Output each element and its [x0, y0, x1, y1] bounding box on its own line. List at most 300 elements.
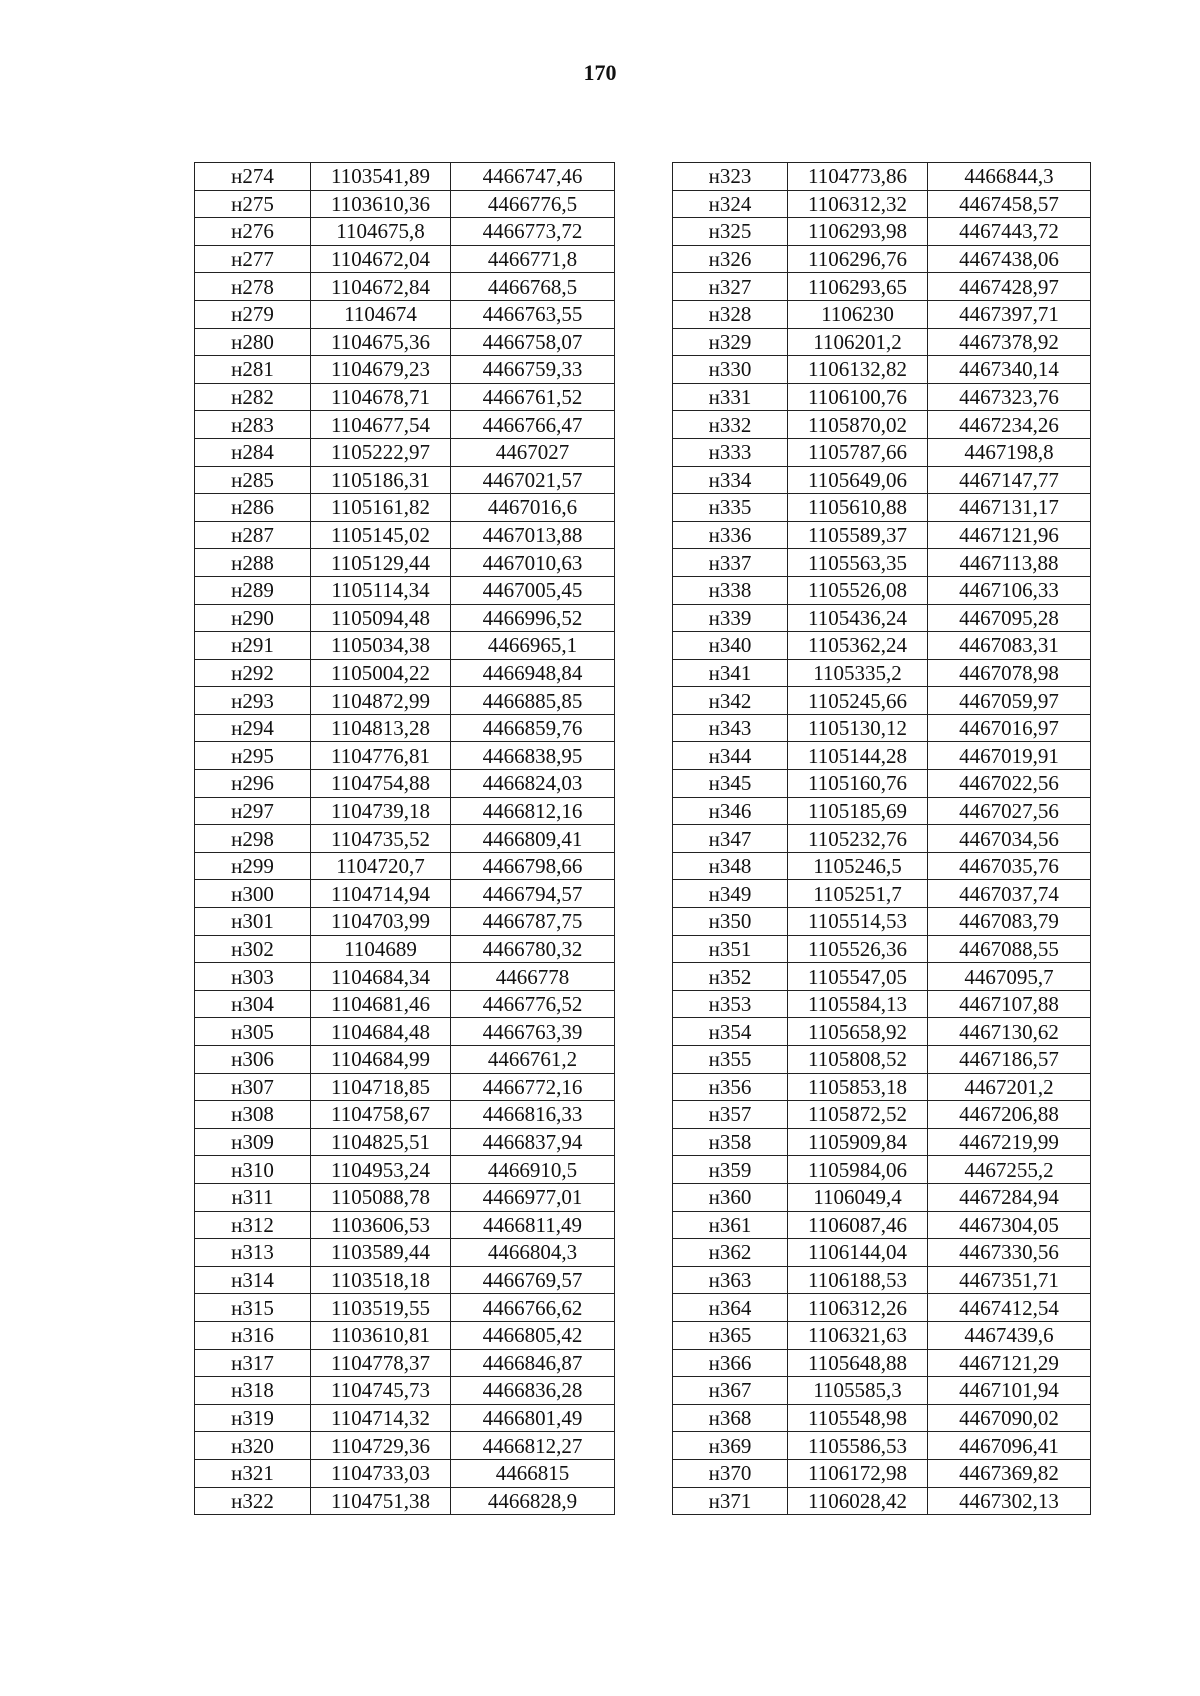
x-coordinate-cell: 1105853,18 [788, 1073, 928, 1101]
table-row [195, 300, 615, 328]
x-coordinate-cell: 1105004,22 [311, 659, 451, 687]
point-id-cell: н277 [195, 245, 311, 273]
point-id-cell: н351 [673, 935, 788, 963]
y-coordinate-cell: 4466794,57 [451, 880, 615, 908]
y-coordinate-cell: 4467369,82 [928, 1459, 1091, 1487]
x-coordinate-cell: 1105088,78 [311, 1183, 451, 1211]
x-coordinate-cell: 1106028,42 [788, 1487, 928, 1515]
point-id-cell: н349 [673, 880, 788, 908]
y-coordinate-cell: 4467106,33 [928, 576, 1091, 604]
y-coordinate-cell: 4466977,01 [451, 1183, 615, 1211]
y-coordinate-cell: 4466910,5 [451, 1156, 615, 1184]
table-row [195, 963, 615, 991]
table-row [673, 494, 1091, 522]
table-row [673, 328, 1091, 356]
point-id-cell: н336 [673, 521, 788, 549]
table-row [673, 438, 1091, 466]
y-coordinate-cell: 4466761,2 [451, 1046, 615, 1074]
table-row [195, 1046, 615, 1074]
table-row [195, 190, 615, 218]
point-id-cell: н362 [673, 1239, 788, 1267]
x-coordinate-cell: 1104776,81 [311, 742, 451, 770]
table-row [195, 714, 615, 742]
point-id-cell: н281 [195, 356, 311, 384]
x-coordinate-cell: 1104684,99 [311, 1046, 451, 1074]
point-id-cell: н364 [673, 1294, 788, 1322]
point-id-cell: н307 [195, 1073, 311, 1101]
table-row [673, 1018, 1091, 1046]
y-coordinate-cell: 4466771,8 [451, 245, 615, 273]
table-row [673, 1073, 1091, 1101]
x-coordinate-cell: 1104714,94 [311, 880, 451, 908]
point-id-cell: н355 [673, 1046, 788, 1074]
y-coordinate-cell: 4467037,74 [928, 880, 1091, 908]
y-coordinate-cell: 4466844,3 [928, 163, 1091, 191]
table-row [673, 1321, 1091, 1349]
table-row [673, 880, 1091, 908]
table-row [195, 1239, 615, 1267]
table-body-right [673, 163, 1091, 1515]
x-coordinate-cell: 1104745,73 [311, 1377, 451, 1405]
point-id-cell: н285 [195, 466, 311, 494]
table-row [195, 604, 615, 632]
x-coordinate-cell: 1106100,76 [788, 383, 928, 411]
table-row [673, 632, 1091, 660]
point-id-cell: н332 [673, 411, 788, 439]
y-coordinate-cell: 4466812,16 [451, 797, 615, 825]
x-coordinate-cell: 1106087,46 [788, 1211, 928, 1239]
table-row [195, 852, 615, 880]
x-coordinate-cell: 1105585,3 [788, 1377, 928, 1405]
point-id-cell: н304 [195, 990, 311, 1018]
point-id-cell: н350 [673, 908, 788, 936]
y-coordinate-cell: 4466824,03 [451, 770, 615, 798]
y-coordinate-cell: 4466965,1 [451, 632, 615, 660]
table-row [195, 218, 615, 246]
table-row [673, 714, 1091, 742]
point-id-cell: н325 [673, 218, 788, 246]
point-id-cell: н359 [673, 1156, 788, 1184]
point-id-cell: н274 [195, 163, 311, 191]
point-id-cell: н305 [195, 1018, 311, 1046]
x-coordinate-cell: 1105610,88 [788, 494, 928, 522]
y-coordinate-cell: 4467284,94 [928, 1183, 1091, 1211]
table-row [195, 1183, 615, 1211]
table-row [673, 218, 1091, 246]
point-id-cell: н319 [195, 1404, 311, 1432]
table-row [673, 852, 1091, 880]
table-row [195, 1404, 615, 1432]
point-id-cell: н288 [195, 549, 311, 577]
y-coordinate-cell: 4467022,56 [928, 770, 1091, 798]
y-coordinate-cell: 4466801,49 [451, 1404, 615, 1432]
y-coordinate-cell: 4467351,71 [928, 1266, 1091, 1294]
point-id-cell: н343 [673, 714, 788, 742]
point-id-cell: н360 [673, 1183, 788, 1211]
point-id-cell: н292 [195, 659, 311, 687]
table-row [673, 300, 1091, 328]
point-id-cell: н276 [195, 218, 311, 246]
point-id-cell: н341 [673, 659, 788, 687]
point-id-cell: н301 [195, 908, 311, 936]
y-coordinate-cell: 4467113,88 [928, 549, 1091, 577]
y-coordinate-cell: 4467378,92 [928, 328, 1091, 356]
point-id-cell: н345 [673, 770, 788, 798]
y-coordinate-cell: 4467095,7 [928, 963, 1091, 991]
point-id-cell: н298 [195, 825, 311, 853]
point-id-cell: н335 [673, 494, 788, 522]
table-row [673, 1404, 1091, 1432]
x-coordinate-cell: 1106312,32 [788, 190, 928, 218]
point-id-cell: н365 [673, 1321, 788, 1349]
table-row [673, 770, 1091, 798]
table-row [673, 549, 1091, 577]
coordinates-table-left [194, 162, 615, 1515]
point-id-cell: н346 [673, 797, 788, 825]
x-coordinate-cell: 1106188,53 [788, 1266, 928, 1294]
table-row [673, 383, 1091, 411]
table-row [673, 990, 1091, 1018]
x-coordinate-cell: 1105129,44 [311, 549, 451, 577]
y-coordinate-cell: 4467147,77 [928, 466, 1091, 494]
y-coordinate-cell: 4466759,33 [451, 356, 615, 384]
y-coordinate-cell: 4467096,41 [928, 1432, 1091, 1460]
x-coordinate-cell: 1105586,53 [788, 1432, 928, 1460]
table-row [673, 576, 1091, 604]
table-row [673, 356, 1091, 384]
x-coordinate-cell: 1104703,99 [311, 908, 451, 936]
table-row [195, 576, 615, 604]
point-id-cell: н353 [673, 990, 788, 1018]
point-id-cell: н287 [195, 521, 311, 549]
x-coordinate-cell: 1104684,34 [311, 963, 451, 991]
table-row [673, 908, 1091, 936]
x-coordinate-cell: 1105130,12 [788, 714, 928, 742]
y-coordinate-cell: 4467443,72 [928, 218, 1091, 246]
point-id-cell: н358 [673, 1128, 788, 1156]
y-coordinate-cell: 4467101,94 [928, 1377, 1091, 1405]
table-row [673, 825, 1091, 853]
point-id-cell: н297 [195, 797, 311, 825]
x-coordinate-cell: 1104739,18 [311, 797, 451, 825]
point-id-cell: н302 [195, 935, 311, 963]
y-coordinate-cell: 4466769,57 [451, 1266, 615, 1294]
x-coordinate-cell: 1106296,76 [788, 245, 928, 273]
table-row [195, 438, 615, 466]
y-coordinate-cell: 4466805,42 [451, 1321, 615, 1349]
point-id-cell: н289 [195, 576, 311, 604]
point-id-cell: н278 [195, 273, 311, 301]
x-coordinate-cell: 1104718,85 [311, 1073, 451, 1101]
point-id-cell: н284 [195, 438, 311, 466]
y-coordinate-cell: 4467027,56 [928, 797, 1091, 825]
y-coordinate-cell: 4467198,8 [928, 438, 1091, 466]
point-id-cell: н342 [673, 687, 788, 715]
y-coordinate-cell: 4466780,32 [451, 935, 615, 963]
point-id-cell: н352 [673, 963, 788, 991]
table-row [195, 466, 615, 494]
point-id-cell: н310 [195, 1156, 311, 1184]
point-id-cell: н294 [195, 714, 311, 742]
x-coordinate-cell: 1105648,88 [788, 1349, 928, 1377]
x-coordinate-cell: 1105526,08 [788, 576, 928, 604]
point-id-cell: н340 [673, 632, 788, 660]
table-row [195, 1432, 615, 1460]
y-coordinate-cell: 4466773,72 [451, 218, 615, 246]
x-coordinate-cell: 1106312,26 [788, 1294, 928, 1322]
point-id-cell: н370 [673, 1459, 788, 1487]
x-coordinate-cell: 1105160,76 [788, 770, 928, 798]
point-id-cell: н363 [673, 1266, 788, 1294]
x-coordinate-cell: 1103606,53 [311, 1211, 451, 1239]
point-id-cell: н357 [673, 1101, 788, 1129]
x-coordinate-cell: 1106201,2 [788, 328, 928, 356]
table-row [195, 1156, 615, 1184]
x-coordinate-cell: 1104675,8 [311, 218, 451, 246]
y-coordinate-cell: 4467035,76 [928, 852, 1091, 880]
table-row [673, 1459, 1091, 1487]
point-id-cell: н329 [673, 328, 788, 356]
table-row [195, 1128, 615, 1156]
table-row [195, 687, 615, 715]
point-id-cell: н339 [673, 604, 788, 632]
x-coordinate-cell: 1105245,66 [788, 687, 928, 715]
point-id-cell: н323 [673, 163, 788, 191]
table-row [673, 1101, 1091, 1129]
y-coordinate-cell: 4466804,3 [451, 1239, 615, 1267]
y-coordinate-cell: 4466787,75 [451, 908, 615, 936]
table-row [195, 356, 615, 384]
y-coordinate-cell: 4467255,2 [928, 1156, 1091, 1184]
table-row [195, 1211, 615, 1239]
x-coordinate-cell: 1105872,52 [788, 1101, 928, 1129]
x-coordinate-cell: 1105563,35 [788, 549, 928, 577]
point-id-cell: н354 [673, 1018, 788, 1046]
y-coordinate-cell: 4466776,5 [451, 190, 615, 218]
table-row [195, 273, 615, 301]
y-coordinate-cell: 4466812,27 [451, 1432, 615, 1460]
table-row [195, 1349, 615, 1377]
point-id-cell: н367 [673, 1377, 788, 1405]
x-coordinate-cell: 1105161,82 [311, 494, 451, 522]
point-id-cell: н322 [195, 1487, 311, 1515]
y-coordinate-cell: 4466761,52 [451, 383, 615, 411]
table-row [195, 1459, 615, 1487]
table-row [673, 190, 1091, 218]
table-row [673, 797, 1091, 825]
point-id-cell: н295 [195, 742, 311, 770]
point-id-cell: н306 [195, 1046, 311, 1074]
x-coordinate-cell: 1106293,98 [788, 218, 928, 246]
table-row [195, 935, 615, 963]
point-id-cell: н317 [195, 1349, 311, 1377]
point-id-cell: н327 [673, 273, 788, 301]
point-id-cell: н279 [195, 300, 311, 328]
y-coordinate-cell: 4466836,28 [451, 1377, 615, 1405]
point-id-cell: н320 [195, 1432, 311, 1460]
table-row [195, 1321, 615, 1349]
y-coordinate-cell: 4466763,39 [451, 1018, 615, 1046]
table-row [195, 1487, 615, 1515]
x-coordinate-cell: 1106049,4 [788, 1183, 928, 1211]
y-coordinate-cell: 4467083,79 [928, 908, 1091, 936]
x-coordinate-cell: 1105808,52 [788, 1046, 928, 1074]
x-coordinate-cell: 1104729,36 [311, 1432, 451, 1460]
point-id-cell: н290 [195, 604, 311, 632]
point-id-cell: н333 [673, 438, 788, 466]
x-coordinate-cell: 1105584,13 [788, 990, 928, 1018]
table-row [673, 163, 1091, 191]
point-id-cell: н286 [195, 494, 311, 522]
point-id-cell: н361 [673, 1211, 788, 1239]
table-row [673, 245, 1091, 273]
table-row [673, 1294, 1091, 1322]
x-coordinate-cell: 1104773,86 [788, 163, 928, 191]
y-coordinate-cell: 4467107,88 [928, 990, 1091, 1018]
x-coordinate-cell: 1104754,88 [311, 770, 451, 798]
point-id-cell: н348 [673, 852, 788, 880]
table-row [195, 659, 615, 687]
table-row [195, 990, 615, 1018]
x-coordinate-cell: 1105436,24 [788, 604, 928, 632]
y-coordinate-cell: 4467304,05 [928, 1211, 1091, 1239]
x-coordinate-cell: 1104672,04 [311, 245, 451, 273]
y-coordinate-cell: 4467201,2 [928, 1073, 1091, 1101]
x-coordinate-cell: 1104677,54 [311, 411, 451, 439]
point-id-cell: н314 [195, 1266, 311, 1294]
table-row [195, 521, 615, 549]
x-coordinate-cell: 1104675,36 [311, 328, 451, 356]
y-coordinate-cell: 4466809,41 [451, 825, 615, 853]
table-row [195, 770, 615, 798]
y-coordinate-cell: 4467412,54 [928, 1294, 1091, 1322]
y-coordinate-cell: 4467095,28 [928, 604, 1091, 632]
x-coordinate-cell: 1105232,76 [788, 825, 928, 853]
x-coordinate-cell: 1103519,55 [311, 1294, 451, 1322]
point-id-cell: н316 [195, 1321, 311, 1349]
point-id-cell: н312 [195, 1211, 311, 1239]
x-coordinate-cell: 1106321,63 [788, 1321, 928, 1349]
y-coordinate-cell: 4467034,56 [928, 825, 1091, 853]
table-row [673, 742, 1091, 770]
table-row [673, 1046, 1091, 1074]
x-coordinate-cell: 1105251,7 [788, 880, 928, 908]
table-row [673, 604, 1091, 632]
y-coordinate-cell: 4467005,45 [451, 576, 615, 604]
point-id-cell: н280 [195, 328, 311, 356]
table-row [673, 963, 1091, 991]
y-coordinate-cell: 4467206,88 [928, 1101, 1091, 1129]
y-coordinate-cell: 4467016,97 [928, 714, 1091, 742]
x-coordinate-cell: 1104672,84 [311, 273, 451, 301]
point-id-cell: н344 [673, 742, 788, 770]
point-id-cell: н356 [673, 1073, 788, 1101]
y-coordinate-cell: 4466816,33 [451, 1101, 615, 1129]
table-row [673, 687, 1091, 715]
x-coordinate-cell: 1103541,89 [311, 163, 451, 191]
x-coordinate-cell: 1105514,53 [788, 908, 928, 936]
y-coordinate-cell: 4467439,6 [928, 1321, 1091, 1349]
x-coordinate-cell: 1104813,28 [311, 714, 451, 742]
table-row [195, 411, 615, 439]
point-id-cell: н328 [673, 300, 788, 328]
x-coordinate-cell: 1105114,34 [311, 576, 451, 604]
y-coordinate-cell: 4467088,55 [928, 935, 1091, 963]
x-coordinate-cell: 1105144,28 [788, 742, 928, 770]
point-id-cell: н300 [195, 880, 311, 908]
x-coordinate-cell: 1104679,23 [311, 356, 451, 384]
point-id-cell: н296 [195, 770, 311, 798]
table-row [673, 521, 1091, 549]
y-coordinate-cell: 4467083,31 [928, 632, 1091, 660]
x-coordinate-cell: 1105870,02 [788, 411, 928, 439]
x-coordinate-cell: 1105547,05 [788, 963, 928, 991]
y-coordinate-cell: 4467131,17 [928, 494, 1091, 522]
x-coordinate-cell: 1104733,03 [311, 1459, 451, 1487]
table-row [673, 273, 1091, 301]
y-coordinate-cell: 4467130,62 [928, 1018, 1091, 1046]
table-body-left [195, 163, 615, 1515]
point-id-cell: н275 [195, 190, 311, 218]
x-coordinate-cell: 1104720,7 [311, 852, 451, 880]
table-row [195, 1018, 615, 1046]
y-coordinate-cell: 4467438,06 [928, 245, 1091, 273]
table-row [195, 1101, 615, 1129]
table-row [195, 1073, 615, 1101]
table-row [195, 494, 615, 522]
point-id-cell: н371 [673, 1487, 788, 1515]
y-coordinate-cell: 4467121,96 [928, 521, 1091, 549]
point-id-cell: н282 [195, 383, 311, 411]
x-coordinate-cell: 1104778,37 [311, 1349, 451, 1377]
y-coordinate-cell: 4466763,55 [451, 300, 615, 328]
x-coordinate-cell: 1105034,38 [311, 632, 451, 660]
x-coordinate-cell: 1106132,82 [788, 356, 928, 384]
table-row [195, 383, 615, 411]
y-coordinate-cell: 4466815 [451, 1459, 615, 1487]
y-coordinate-cell: 4466846,87 [451, 1349, 615, 1377]
point-id-cell: н309 [195, 1128, 311, 1156]
y-coordinate-cell: 4467219,99 [928, 1128, 1091, 1156]
x-coordinate-cell: 1105246,5 [788, 852, 928, 880]
x-coordinate-cell: 1104674 [311, 300, 451, 328]
x-coordinate-cell: 1104735,52 [311, 825, 451, 853]
y-coordinate-cell: 4466838,95 [451, 742, 615, 770]
point-id-cell: н308 [195, 1101, 311, 1129]
y-coordinate-cell: 4466766,47 [451, 411, 615, 439]
table-row [673, 1156, 1091, 1184]
table-row [673, 659, 1091, 687]
table-row [195, 825, 615, 853]
table-row [673, 1128, 1091, 1156]
y-coordinate-cell: 4467013,88 [451, 521, 615, 549]
table-row [195, 908, 615, 936]
x-coordinate-cell: 1104678,71 [311, 383, 451, 411]
point-id-cell: н347 [673, 825, 788, 853]
point-id-cell: н303 [195, 963, 311, 991]
y-coordinate-cell: 4467078,98 [928, 659, 1091, 687]
x-coordinate-cell: 1104681,46 [311, 990, 451, 1018]
table-row [195, 797, 615, 825]
y-coordinate-cell: 4466948,84 [451, 659, 615, 687]
x-coordinate-cell: 1106144,04 [788, 1239, 928, 1267]
table-row [195, 1377, 615, 1405]
y-coordinate-cell: 4467010,63 [451, 549, 615, 577]
point-id-cell: н331 [673, 383, 788, 411]
y-coordinate-cell: 4467340,14 [928, 356, 1091, 384]
x-coordinate-cell: 1105526,36 [788, 935, 928, 963]
x-coordinate-cell: 1104751,38 [311, 1487, 451, 1515]
